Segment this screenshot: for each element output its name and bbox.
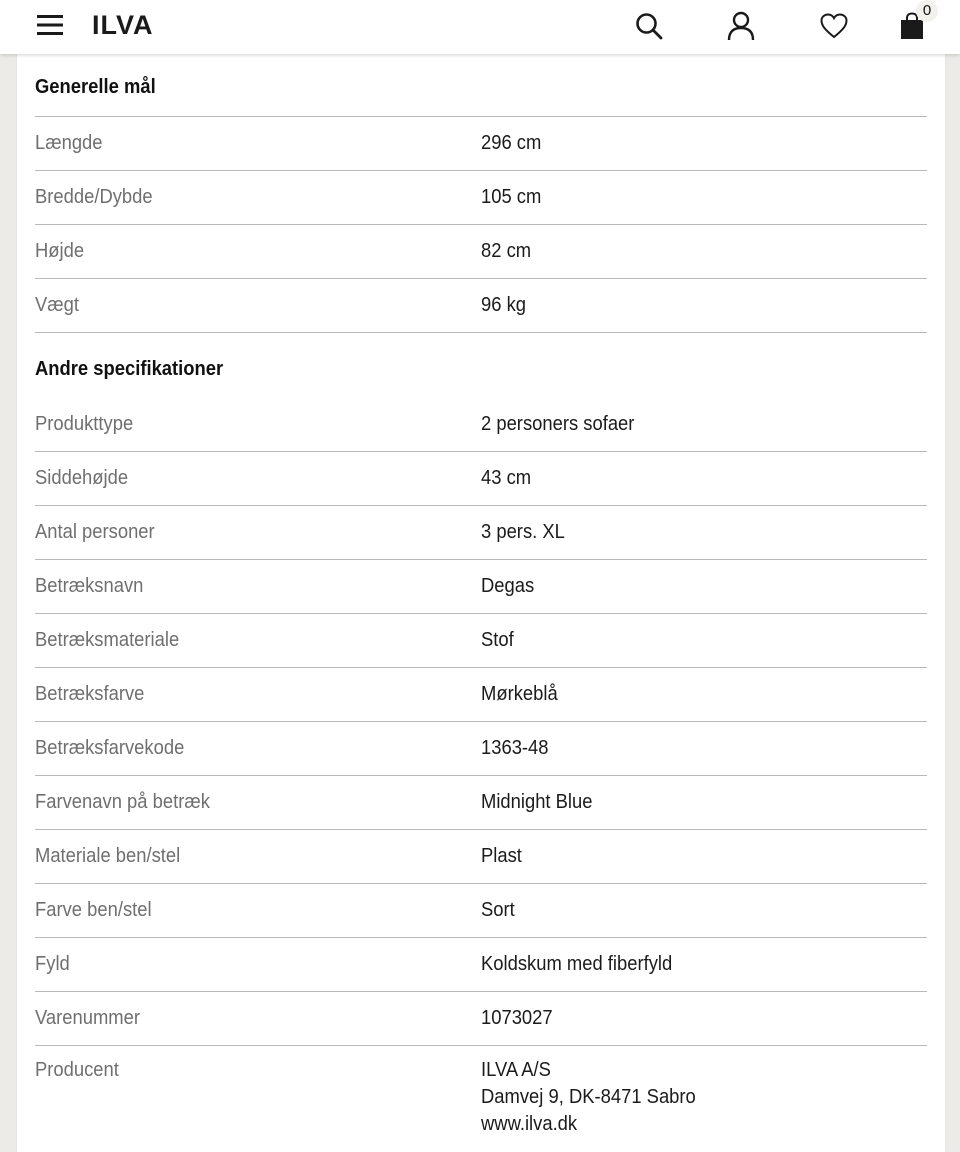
account-button[interactable]: [721, 6, 761, 46]
spec-label: Længde: [35, 132, 103, 154]
spec-label: Produkttype: [35, 413, 134, 435]
spec-label: Farvenavn på betræk: [35, 791, 210, 813]
spec-value: 105 cm: [481, 186, 542, 208]
divider: [35, 332, 927, 333]
heart-icon: [820, 13, 848, 39]
spec-label: Vægt: [35, 294, 79, 316]
spec-label: Betræksfarvekode: [35, 737, 185, 759]
user-icon: [727, 11, 755, 41]
manufacturer-name: ILVA A/S: [481, 1059, 551, 1081]
spec-row-width-depth: [35, 170, 927, 224]
spec-value: 3 pers. XL: [481, 521, 565, 543]
spec-row-leg-material: [35, 829, 927, 883]
spec-value: Mørkeblå: [481, 683, 558, 705]
spec-value: 96 kg: [481, 294, 527, 316]
spec-row-cover-color-code: [35, 721, 927, 775]
spec-row-seat-height: [35, 451, 927, 505]
spec-value: 1363-48: [481, 737, 549, 759]
spec-value: 1073027: [481, 1007, 553, 1029]
spec-label: Betræksfarve: [35, 683, 145, 705]
spec-label: Fyld: [35, 953, 70, 975]
spec-value: 82 cm: [481, 240, 532, 262]
spec-row-height: [35, 224, 927, 278]
menu-icon: [37, 14, 63, 36]
site-header: [0, 0, 960, 54]
spec-row-cover-material: [35, 613, 927, 667]
section-title-other-specs: Andre specifikationer: [35, 358, 224, 380]
spec-row-cover-color: [35, 667, 927, 721]
spec-row-cover-color-name: [35, 775, 927, 829]
spec-value: Midnight Blue: [481, 791, 593, 813]
manufacturer-address: Damvej 9, DK-8471 Sabro: [481, 1086, 696, 1108]
spec-value: Sort: [481, 899, 515, 921]
spec-row-persons: [35, 505, 927, 559]
spec-row-filling: [35, 937, 927, 991]
spec-row-leg-color: [35, 883, 927, 937]
spec-value: Stof: [481, 629, 514, 651]
search-button[interactable]: [629, 6, 669, 46]
spec-label: Materiale ben/stel: [35, 845, 181, 867]
spec-row-product-type: [35, 397, 927, 451]
spec-label: Højde: [35, 240, 85, 262]
ilva-logo[interactable]: ILVA: [92, 10, 154, 40]
search-icon: [635, 12, 663, 40]
spec-value: 2 personers sofaer: [481, 413, 635, 435]
spec-row-length: [35, 116, 927, 170]
spec-value: Degas: [481, 575, 535, 597]
cart-button[interactable]: [892, 2, 932, 46]
spec-label: Producent: [35, 1059, 119, 1081]
menu-button[interactable]: [36, 12, 64, 38]
spec-row-cover-name: [35, 559, 927, 613]
spec-value-manufacturer: [481, 1057, 696, 1138]
cart-count-badge: 0: [916, 0, 938, 22]
spec-label: Siddehøjde: [35, 467, 129, 489]
manufacturer-website-link[interactable]: www.ilva.dk: [481, 1113, 578, 1135]
spec-value: Plast: [481, 845, 522, 867]
spec-label: Betræksmateriale: [35, 629, 180, 651]
spec-label: Bredde/Dybde: [35, 186, 153, 208]
spec-value: 296 cm: [481, 132, 542, 154]
spec-row-item-number: [35, 991, 927, 1045]
spec-label: Farve ben/stel: [35, 899, 152, 921]
spec-value: 43 cm: [481, 467, 532, 489]
spec-label: Varenummer: [35, 1007, 140, 1029]
wishlist-button[interactable]: [814, 6, 854, 46]
spec-value: Koldskum med fiberfyld: [481, 953, 673, 975]
section-title-general: Generelle mål: [35, 76, 156, 98]
spec-row-manufacturer: [35, 1044, 927, 1148]
spec-label: Antal personer: [35, 521, 155, 543]
spec-row-weight: [35, 278, 927, 332]
spec-label: Betræksnavn: [35, 575, 144, 597]
